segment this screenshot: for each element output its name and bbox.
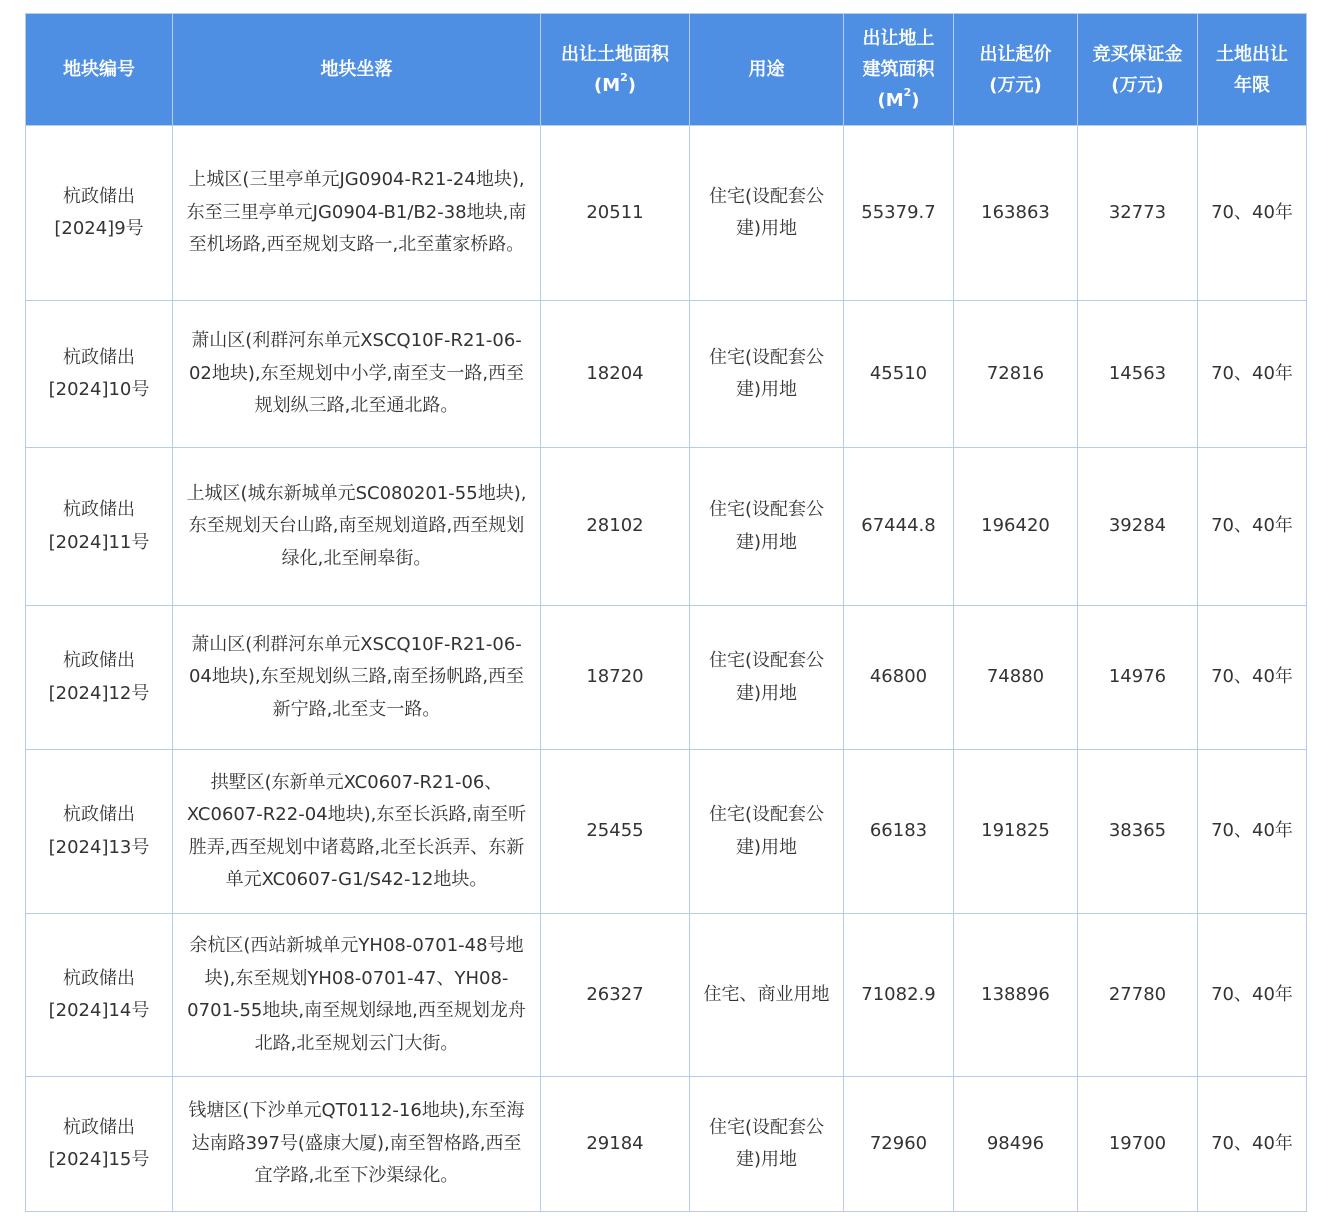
cell-starting-price: 138896: [954, 914, 1078, 1077]
header-parcel-id: 地块编号: [26, 14, 173, 126]
cell-term: 70、40年: [1198, 914, 1307, 1077]
cell-land-use: 住宅(设配套公建)用地: [690, 606, 844, 750]
table-row: [26, 606, 1307, 750]
cell-land-area: 18720: [541, 606, 690, 750]
cell-deposit: 27780: [1078, 914, 1198, 1077]
cell-parcel-id: 杭政储出 [2024]15号: [26, 1077, 173, 1212]
cell-land-area: 29184: [541, 1077, 690, 1212]
cell-location: 萧山区(利群河东单元XSCQ10F-R21-06-02地块),东至规划中小学,南至支一路,西至规划纵三路,北至通北路。: [173, 301, 541, 448]
table-row: [26, 448, 1307, 606]
cell-deposit: 14976: [1078, 606, 1198, 750]
cell-starting-price: 191825: [954, 750, 1078, 914]
header-deposit: 竞买保证金 (万元): [1078, 14, 1198, 126]
cell-term: 70、40年: [1198, 448, 1307, 606]
cell-floor-area: 67444.8: [844, 448, 954, 606]
table-header-row: [26, 14, 1307, 126]
cell-land-use: 住宅(设配套公建)用地: [690, 126, 844, 301]
cell-land-use: 住宅(设配套公建)用地: [690, 301, 844, 448]
cell-starting-price: 74880: [954, 606, 1078, 750]
cell-starting-price: 98496: [954, 1077, 1078, 1212]
cell-land-area: 26327: [541, 914, 690, 1077]
cell-starting-price: 72816: [954, 301, 1078, 448]
header-term: 土地出让 年限: [1198, 14, 1307, 126]
cell-deposit: 32773: [1078, 126, 1198, 301]
cell-parcel-id: 杭政储出 [2024]14号: [26, 914, 173, 1077]
cell-land-area: 18204: [541, 301, 690, 448]
header-location: 地块坐落: [173, 14, 541, 126]
cell-parcel-id: 杭政储出 [2024]9号: [26, 126, 173, 301]
cell-land-area: 28102: [541, 448, 690, 606]
cell-term: 70、40年: [1198, 606, 1307, 750]
cell-floor-area: 46800: [844, 606, 954, 750]
header-starting-price: 出让起价 (万元): [954, 14, 1078, 126]
cell-floor-area: 71082.9: [844, 914, 954, 1077]
cell-deposit: 38365: [1078, 750, 1198, 914]
table-row: [26, 750, 1307, 914]
cell-land-use: 住宅(设配套公建)用地: [690, 448, 844, 606]
table-row: [26, 301, 1307, 448]
cell-term: 70、40年: [1198, 301, 1307, 448]
table-row: [26, 126, 1307, 301]
header-floor-area: 出让地上 建筑面积 $(M^2)$: [844, 14, 954, 126]
cell-term: 70、40年: [1198, 1077, 1307, 1212]
cell-land-use: 住宅(设配套公建)用地: [690, 750, 844, 914]
cell-term: 70、40年: [1198, 750, 1307, 914]
cell-parcel-id: 杭政储出 [2024]13号: [26, 750, 173, 914]
cell-land-area: 25455: [541, 750, 690, 914]
cell-deposit: 14563: [1078, 301, 1198, 448]
cell-floor-area: 72960: [844, 1077, 954, 1212]
cell-location: 上城区(三里亭单元JG0904-R21-24地块),东至三里亭单元JG0904-B1/B2-38地块,南至机场路,西至规划支路一,北至董家桥路。: [173, 126, 541, 301]
cell-location: 余杭区(西站新城单元YH08-0701-48号地块),东至规划YH08-0701-47、YH08-0701-55地块,南至规划绿地,西至规划龙舟北路,北至规划云门大街。: [173, 914, 541, 1077]
cell-location: 拱墅区(东新单元XC0607-R21-06、XC0607-R22-04地块),东至长浜路,南至听胜弄,西至规划中诸葛路,北至长浜弄、东新单元XC0607-G1/S42-12地块。: [173, 750, 541, 914]
table-row: [26, 1077, 1307, 1212]
cell-term: 70、40年: [1198, 126, 1307, 301]
cell-starting-price: 196420: [954, 448, 1078, 606]
cell-location: 上城区(城东新城单元SC080201-55地块),东至规划天台山路,南至规划道路,西至规划绿化,北至闸皋街。: [173, 448, 541, 606]
cell-deposit: 19700: [1078, 1077, 1198, 1212]
cell-deposit: 39284: [1078, 448, 1198, 606]
cell-floor-area: 55379.7: [844, 126, 954, 301]
cell-land-use: 住宅(设配套公建)用地: [690, 1077, 844, 1212]
cell-parcel-id: 杭政储出 [2024]12号: [26, 606, 173, 750]
cell-location: 钱塘区(下沙单元QT0112-16地块),东至海达南路397号(盛康大厦),南至智格路,西至宜学路,北至下沙渠绿化。: [173, 1077, 541, 1212]
land-parcel-table: [25, 13, 1307, 1212]
cell-land-use: 住宅、商业用地: [690, 914, 844, 1077]
header-land-use: 用途: [690, 14, 844, 126]
cell-location: 萧山区(利群河东单元XSCQ10F-R21-06-04地块),东至规划纵三路,南至扬帆路,西至新宁路,北至支一路。: [173, 606, 541, 750]
cell-starting-price: 163863: [954, 126, 1078, 301]
cell-land-area: 20511: [541, 126, 690, 301]
cell-floor-area: 45510: [844, 301, 954, 448]
table-row: [26, 914, 1307, 1077]
cell-parcel-id: 杭政储出 [2024]11号: [26, 448, 173, 606]
header-land-area: 出让土地面积 $(M^2)$: [541, 14, 690, 126]
cell-floor-area: 66183: [844, 750, 954, 914]
cell-parcel-id: 杭政储出 [2024]10号: [26, 301, 173, 448]
